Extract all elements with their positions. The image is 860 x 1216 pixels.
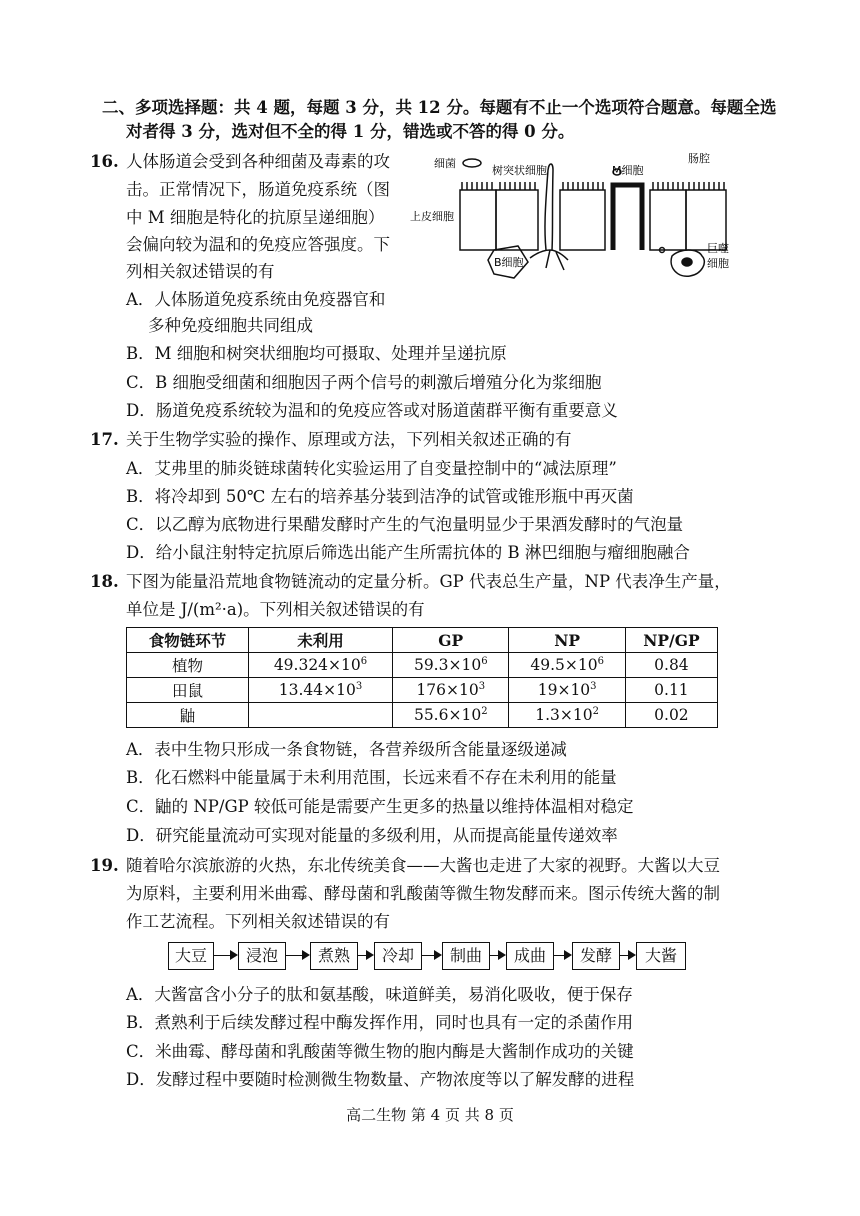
q19-number: 19. xyxy=(90,856,119,875)
flow-step: 制曲 xyxy=(442,942,490,970)
col-header: NP/GP xyxy=(625,628,717,653)
flow-arrow xyxy=(214,955,236,956)
cell-gp: $55.6\times 10^2$ xyxy=(393,703,509,728)
flow-step: 成曲 xyxy=(506,942,554,970)
label-lumen: 肠腔 xyxy=(688,152,710,165)
table-row xyxy=(127,703,718,728)
cell-name: 鼬 xyxy=(127,703,249,728)
cell-ratio: 0.84 xyxy=(625,653,717,678)
cell-np: $1.3\times 10^2$ xyxy=(509,703,625,728)
q16-option-a: A．人体肠道免疫系统由免疫器官和 xyxy=(126,290,386,309)
process-flowchart xyxy=(168,942,688,972)
cell-gp: $59.3\times 10^6$ xyxy=(393,653,509,678)
q19-stem-1: 随着哈尔滨旅游的火热，东北传统美食——大酱也走进了大家的视野。大酱以大豆 xyxy=(126,856,720,875)
table-row xyxy=(127,653,718,678)
col-header: 食物链环节 xyxy=(127,628,249,653)
flow-step: 大豆 xyxy=(168,942,214,970)
energy-flow-table xyxy=(126,627,718,728)
q18-stem-2: 单位是 J/(m²·a)。下列相关叙述错误的有 xyxy=(126,600,425,619)
q17-stem: 关于生物学实验的操作、原理或方法，下列相关叙述正确的有 xyxy=(126,430,572,449)
q19-stem-2: 为原料，主要利用米曲霉、酵母菌和乳酸菌等微生物发酵而来。图示传统大酱的制 xyxy=(126,884,720,903)
label-m-cell: M细胞 xyxy=(612,164,644,177)
label-bacteria: 细菌 xyxy=(434,157,456,170)
q18-option-a: A．表中生物只形成一条食物链，各营养级所含能量逐级递减 xyxy=(126,740,567,759)
flow-arrow xyxy=(358,955,372,956)
q18-number: 18. xyxy=(90,572,119,591)
cell-ratio: 0.02 xyxy=(625,703,717,728)
q19-option-b: B．煮熟利于后续发酵过程中酶发挥作用，同时也具有一定的杀菌作用 xyxy=(126,1013,634,1032)
intestine-diagram-svg xyxy=(410,150,740,280)
cell-name: 田鼠 xyxy=(127,678,249,703)
cell-name: 植物 xyxy=(127,653,249,678)
q16-stem-2: 击。正常情况下，肠道免疫系统（图 xyxy=(126,180,390,199)
q16-option-d: D．肠道免疫系统较为温和的免疫应答或对肠道菌群平衡有重要意义 xyxy=(126,401,618,420)
flow-arrow xyxy=(554,955,570,956)
label-dendritic-cell: 树突状细胞 xyxy=(492,164,547,177)
cell-gp: $176\times 10^3$ xyxy=(393,678,509,703)
q19-stem-3: 作工艺流程。下列相关叙述错误的有 xyxy=(126,912,390,931)
table-row xyxy=(127,678,718,703)
epithelial-cell xyxy=(460,190,496,250)
flow-arrow xyxy=(490,955,504,956)
q18-option-b: B．化石燃料中能量属于未利用范围，长远来看不存在未利用的能量 xyxy=(126,768,617,787)
cell-unused: $49.324\times 10^6$ xyxy=(248,653,392,678)
epithelial-cell xyxy=(496,190,538,250)
q16-stem-4: 会偏向较为温和的免疫应答强度。下 xyxy=(126,235,390,254)
q16-stem-3: 中 M 细胞是特化的抗原呈递细胞） xyxy=(126,208,385,227)
q17-option-a: A．艾弗里的肺炎链球菌转化实验运用了自变量控制中的“减法原理” xyxy=(126,459,617,478)
cell-unused xyxy=(248,703,392,728)
epithelial-cell xyxy=(686,190,726,250)
col-header: 未利用 xyxy=(248,628,392,653)
flow-arrow xyxy=(620,955,634,956)
cell-np: $19\times 10^3$ xyxy=(509,678,625,703)
q19-option-c: C．米曲霉、酵母菌和乳酸菌等微生物的胞内酶是大酱制作成功的关键 xyxy=(126,1042,634,1061)
q17-option-b: B．将冷却到 50℃ 左右的培养基分装到洁净的试管或锥形瓶中再灭菌 xyxy=(126,487,634,506)
q17-number: 17. xyxy=(90,430,119,449)
label-b-cell: B细胞 xyxy=(494,256,524,269)
label-macrophage-2: 细胞 xyxy=(707,257,729,270)
flow-step: 冷却 xyxy=(374,942,422,970)
table-header-row xyxy=(127,628,718,653)
flow-step: 大酱 xyxy=(636,942,686,970)
epithelial-cell xyxy=(560,190,605,250)
flow-arrow xyxy=(286,955,308,956)
q18-option-d: D．研究能量流动可实现对能量的多级利用，从而提高能量传递效率 xyxy=(126,826,618,845)
epithelial-cell xyxy=(650,190,686,250)
col-header: GP xyxy=(393,628,509,653)
q17-option-d: D．给小鼠注射特定抗原后筛选出能产生所需抗体的 B 淋巴细胞与瘤细胞融合 xyxy=(126,543,690,562)
cell-ratio: 0.11 xyxy=(625,678,717,703)
q16-stem-5: 列相关叙述错误的有 xyxy=(126,262,275,281)
q16-option-c: C．B 细胞受细菌和细胞因子两个信号的刺激后增殖分化为浆细胞 xyxy=(126,373,602,392)
section-heading: 二、多项选择题：共 4 题，每题 3 分，共 12 分。每题有不止一个选项符合题意。每题全选 xyxy=(102,98,777,117)
col-header: NP xyxy=(509,628,625,653)
cell-unused: $13.44\times 10^3$ xyxy=(248,678,392,703)
section-heading-cont: 对者得 3 分，选对但不全的得 1 分，错选或不答的得 0 分。 xyxy=(126,122,575,141)
label-epithelial-cell: 上皮细胞 xyxy=(410,210,454,223)
flow-step: 浸泡 xyxy=(238,942,286,970)
q16-option-a-cont: 多种免疫细胞共同组成 xyxy=(148,316,313,335)
cell-np: $49.5\times 10^6$ xyxy=(509,653,625,678)
q19-option-d: D．发酵过程中要随时检测微生物数量、产物浓度等以了解发酵的进程 xyxy=(126,1070,635,1089)
flow-step: 发酵 xyxy=(572,942,620,970)
flow-arrow xyxy=(422,955,440,956)
page-footer: 高二生物 第 4 页 共 8 页 xyxy=(346,1106,514,1124)
label-macrophage-1: 巨噬 xyxy=(707,242,729,255)
q17-option-c: C．以乙醇为底物进行果醋发酵时产生的气泡量明显少于果酒发酵时的气泡量 xyxy=(126,515,684,534)
flow-step: 煮熟 xyxy=(310,942,358,970)
q16-number: 16. xyxy=(90,152,119,171)
q18-stem-1: 下图为能量沿荒地食物链流动的定量分析。GP 代表总生产量，NP 代表净生产量， xyxy=(126,572,731,591)
q18-option-c: C．鼬的 NP/GP 较低可能是需要产生更多的热量以维持体温相对稳定 xyxy=(126,797,634,816)
intestine-immune-diagram xyxy=(410,150,740,280)
q19-option-a: A．大酱富含小分子的肽和氨基酸，味道鲜美，易消化吸收，便于保存 xyxy=(126,985,633,1004)
q16-stem-1: 人体肠道会受到各种细菌及毒素的攻 xyxy=(126,152,390,171)
q16-option-b: B．M 细胞和树突状细胞均可摄取、处理并呈递抗原 xyxy=(126,344,507,363)
